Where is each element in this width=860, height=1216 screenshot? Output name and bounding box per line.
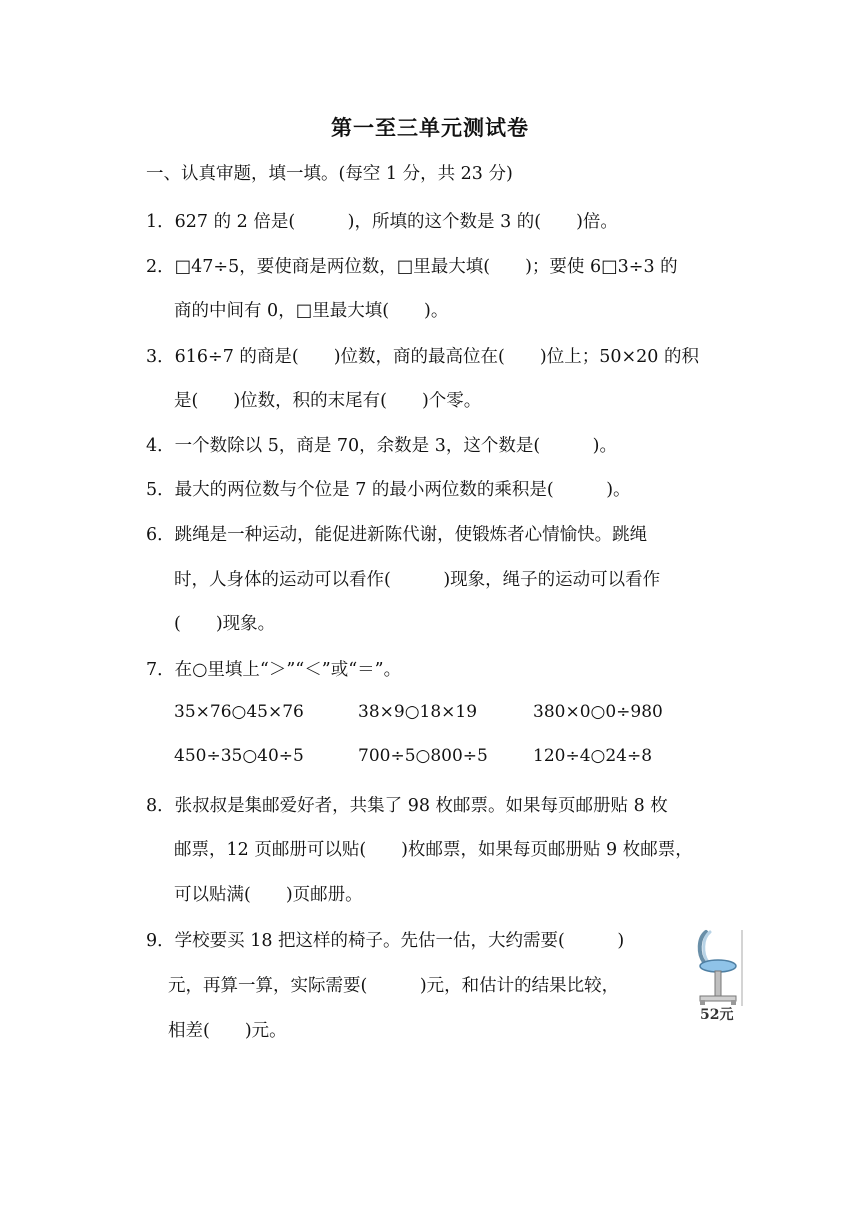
question-9-line-2: 元，再算一算，实际需要( )元，和估计的结果比较， <box>168 976 620 996</box>
question-7: 7．在○里填上“＞”“＜”或“＝”。 <box>146 660 402 680</box>
chair-price-label: 52元 <box>700 1007 734 1023</box>
comparison-item: 38×9○18×19 <box>358 702 478 722</box>
question-8-line-1: 8．张叔叔是集邮爱好者，共集了 98 枚邮票。如果每页邮册贴 8 枚 <box>146 796 668 816</box>
comparison-item: 380×0○0÷980 <box>533 702 663 722</box>
question-1: 1．627 的 2 倍是( )，所填的这个数是 3 的( )倍。 <box>146 212 618 232</box>
comparison-item: 120÷4○24÷8 <box>533 746 653 766</box>
question-4: 4．一个数除以 5，商是 70，余数是 3，这个数是( )。 <box>146 436 618 456</box>
section-heading: 一、认真审题，填一填。(每空 1 分，共 23 分) <box>146 164 513 184</box>
comparison-item: 450÷35○40÷5 <box>174 746 304 766</box>
comparison-item: 700÷5○800÷5 <box>358 746 488 766</box>
question-2-line-1: 2．□47÷5，要使商是两位数，□里最大填( )；要使 6□3÷3 的 <box>146 257 678 277</box>
question-6-line-2: 时，人身体的运动可以看作( )现象，绳子的运动可以看作 <box>174 570 661 590</box>
question-8-line-3: 可以贴满( )页邮册。 <box>174 885 363 905</box>
question-9-line-3: 相差( )元。 <box>168 1021 287 1041</box>
question-6-line-1: 6．跳绳是一种运动，能促进新陈代谢，使锻炼者心情愉快。跳绳 <box>146 525 648 545</box>
question-6-line-3: ( )现象。 <box>174 614 276 634</box>
question-2-line-2: 商的中间有 0，□里最大填( )。 <box>174 301 449 321</box>
comparison-item: 35×76○45×76 <box>174 702 304 722</box>
page-title: 第一至三单元测试卷 <box>331 116 529 140</box>
question-3-line-1: 3．616÷7 的商是( )位数，商的最高位在( )位上；50×20 的积 <box>146 347 699 367</box>
question-5: 5．最大的两位数与个位是 7 的最小两位数的乘积是( )。 <box>146 480 631 500</box>
question-8-line-2: 邮票，12 页邮册可以贴( )枚邮票，如果每页邮册贴 9 枚邮票， <box>174 840 693 860</box>
question-3-line-2: 是( )位数，积的末尾有( )个零。 <box>174 391 482 411</box>
question-9-line-1: 9．学校要买 18 把这样的椅子。先估一估，大约需要( ) <box>146 931 625 951</box>
